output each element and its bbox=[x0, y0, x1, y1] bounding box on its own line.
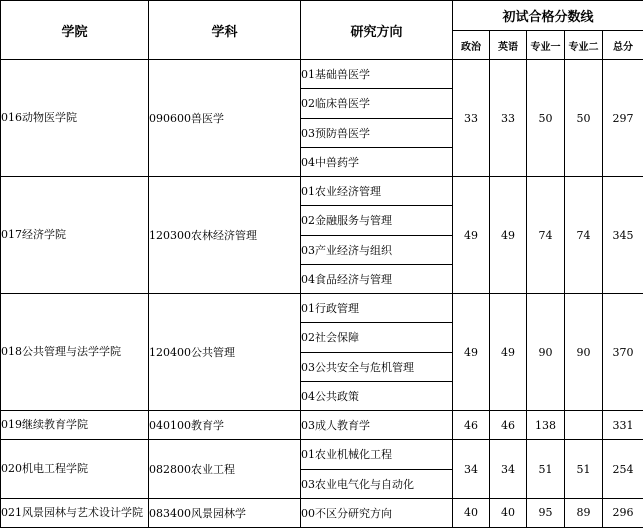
table-row bbox=[1, 60, 643, 89]
score-total: 345 bbox=[603, 177, 643, 294]
college-cell: 021风景园林与艺术设计学院 bbox=[1, 498, 149, 527]
score-major-1: 138 bbox=[527, 411, 565, 440]
header-major-1: 专业一 bbox=[527, 31, 565, 60]
header-english: 英语 bbox=[490, 31, 527, 60]
table-row bbox=[1, 177, 643, 206]
score-english: 33 bbox=[490, 60, 527, 177]
table-row bbox=[1, 294, 643, 323]
score-total: 254 bbox=[603, 440, 643, 499]
score-english: 34 bbox=[490, 440, 527, 499]
score-major-1: 90 bbox=[527, 294, 565, 411]
score-politics: 49 bbox=[453, 177, 490, 294]
college-cell: 019继续教育学院 bbox=[1, 411, 149, 440]
score-total: 297 bbox=[603, 60, 643, 177]
direction-cell: 01基础兽医学 bbox=[301, 60, 453, 89]
direction-cell: 04中兽药学 bbox=[301, 147, 453, 176]
table-row bbox=[1, 440, 643, 469]
subject-cell: 120400公共管理 bbox=[149, 294, 301, 411]
score-major-2: 50 bbox=[565, 60, 603, 177]
college-cell: 018公共管理与法学学院 bbox=[1, 294, 149, 411]
header-major-2: 专业二 bbox=[565, 31, 603, 60]
header-direction: 研究方向 bbox=[301, 1, 453, 60]
direction-cell: 03成人教育学 bbox=[301, 411, 453, 440]
direction-cell: 01行政管理 bbox=[301, 294, 453, 323]
score-politics: 40 bbox=[453, 498, 490, 527]
score-total: 331 bbox=[603, 411, 643, 440]
direction-cell: 02金融服务与管理 bbox=[301, 206, 453, 235]
subject-cell: 083400风景园林学 bbox=[149, 498, 301, 527]
direction-cell: 03农业电气化与自动化 bbox=[301, 469, 453, 498]
table-body bbox=[1, 60, 643, 528]
header-score-group: 初试合格分数线 bbox=[453, 1, 643, 31]
score-politics: 33 bbox=[453, 60, 490, 177]
subject-cell: 040100教育学 bbox=[149, 411, 301, 440]
college-cell: 017经济学院 bbox=[1, 177, 149, 294]
subject-cell: 090600兽医学 bbox=[149, 60, 301, 177]
direction-cell: 01农业经济管理 bbox=[301, 177, 453, 206]
score-major-2: 90 bbox=[565, 294, 603, 411]
score-major-1: 51 bbox=[527, 440, 565, 499]
score-total: 370 bbox=[603, 294, 643, 411]
table-row bbox=[1, 411, 643, 440]
score-politics: 46 bbox=[453, 411, 490, 440]
direction-cell: 01农业机械化工程 bbox=[301, 440, 453, 469]
direction-cell: 03产业经济与组织 bbox=[301, 235, 453, 264]
college-cell: 016动物医学院 bbox=[1, 60, 149, 177]
subject-cell: 120300农林经济管理 bbox=[149, 177, 301, 294]
header-subject: 学科 bbox=[149, 1, 301, 60]
score-english: 46 bbox=[490, 411, 527, 440]
score-english: 49 bbox=[490, 177, 527, 294]
header-college: 学院 bbox=[1, 1, 149, 60]
header-total: 总分 bbox=[603, 31, 643, 60]
score-major-1: 50 bbox=[527, 60, 565, 177]
score-politics: 34 bbox=[453, 440, 490, 499]
score-major-2 bbox=[565, 411, 603, 440]
header-politics: 政治 bbox=[453, 31, 490, 60]
subject-cell: 082800农业工程 bbox=[149, 440, 301, 499]
direction-cell: 03公共安全与危机管理 bbox=[301, 352, 453, 381]
table-row bbox=[1, 498, 643, 527]
score-major-2: 51 bbox=[565, 440, 603, 499]
score-major-2: 89 bbox=[565, 498, 603, 527]
score-major-1: 74 bbox=[527, 177, 565, 294]
direction-cell: 02临床兽医学 bbox=[301, 89, 453, 118]
college-cell: 020机电工程学院 bbox=[1, 440, 149, 499]
score-english: 40 bbox=[490, 498, 527, 527]
score-total: 296 bbox=[603, 498, 643, 527]
direction-cell: 02社会保障 bbox=[301, 323, 453, 352]
direction-cell: 00不区分研究方向 bbox=[301, 498, 453, 527]
score-english: 49 bbox=[490, 294, 527, 411]
direction-cell: 03预防兽医学 bbox=[301, 118, 453, 147]
direction-cell: 04食品经济与管理 bbox=[301, 264, 453, 293]
score-politics: 49 bbox=[453, 294, 490, 411]
direction-cell: 04公共政策 bbox=[301, 381, 453, 410]
score-major-2: 74 bbox=[565, 177, 603, 294]
score-major-1: 95 bbox=[527, 498, 565, 527]
